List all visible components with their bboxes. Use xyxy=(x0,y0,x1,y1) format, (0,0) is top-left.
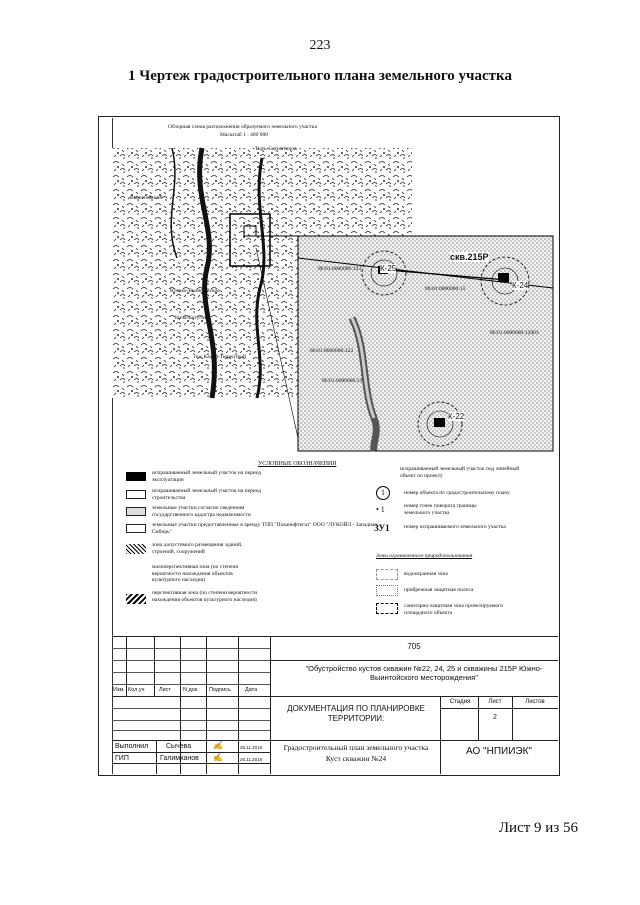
stamp-header: Кол.уч xyxy=(128,687,145,693)
legend-text: зона допустимого размещения зданий, строений, сооружений xyxy=(152,542,243,555)
well-label-k24: К-24 xyxy=(512,281,529,290)
legend-text: водоохранная зона xyxy=(404,571,448,577)
legend-text: испрашиваемый земельный участок на период эксплуатации xyxy=(152,470,262,483)
stamp-sheet-label: Лист xyxy=(488,699,502,705)
stamp-date: 26.11.2016 xyxy=(240,745,263,750)
legend-symbol-point: • 1 xyxy=(376,505,385,514)
stamp-drawing-title: Градостроительный план земельного участка Куст скважин №24 xyxy=(283,743,429,763)
legend-swatch-perspective-zone xyxy=(126,594,146,604)
stamp-company: АО "НПИИЭК" xyxy=(466,746,532,757)
cadastral-label: 86:01:0000000:15 xyxy=(425,286,466,292)
legend-text: земельные участки,согласно сведениям государственного кадастра недвижимости xyxy=(152,505,251,518)
overview-scale: Масштаб 1 : 400 000 xyxy=(220,132,268,138)
legend-text: прибрежная защитная полоса xyxy=(404,587,474,593)
page-title: 1 Чертеж градостроительного плана земельного участка xyxy=(128,68,512,84)
signature-icon: ✍ xyxy=(213,753,223,762)
stamp-stage-label: Стадия xyxy=(449,699,471,705)
stamp-doc-title: ДОКУМЕНТАЦИЯ ПО ПЛАНИРОВКЕ ТЕРРИТОРИИ: xyxy=(287,704,425,723)
place-label: Нача-Котугаты xyxy=(175,315,211,321)
legend-title: УСЛОВНЫЕ ОБОЗНАЧЕНИЯ xyxy=(258,461,337,467)
stamp-project: "Обустройство кустов скважин №22, 24, 25 и скважины 215Р Южно-Выинтойского месторождения" xyxy=(305,664,543,682)
stamp-header: Лист xyxy=(159,687,171,693)
legend-swatch-water xyxy=(376,569,398,580)
legend-text: санитарно-защитная зона проектируемого площадного объекта xyxy=(404,603,503,616)
legend-text: испрашиваемый земельный участок под линейный объект по проекту xyxy=(400,466,520,479)
stamp-role: ГИП xyxy=(115,755,129,762)
stamp-name: Сычева xyxy=(166,743,192,750)
well-label-k22: К-22 xyxy=(448,412,465,421)
overview-title: Обзорная схема расположения образуемого земельного участка xyxy=(168,124,317,130)
stamp-role: Выполнил xyxy=(115,743,149,750)
place-label: Выинтойский xyxy=(130,195,163,201)
signature-icon: ✍ xyxy=(213,741,223,750)
stamp-header: Подпись xyxy=(209,687,231,693)
legend-text: номер испрашиваемого земельного участка xyxy=(404,524,506,530)
legend-text: номер точек поворота границы земельного участка xyxy=(404,503,477,516)
stamp-name: Галимханов xyxy=(160,755,199,762)
cadastral-label: 86:01:0000000:12903 xyxy=(490,330,539,336)
cadastral-label: 86:01:0000000:123 xyxy=(318,266,362,272)
zones-title: Зоны ограниченного природопользования xyxy=(376,553,473,559)
legend-swatch-sanitary xyxy=(376,603,398,614)
legend-text: земельные участки предоставленные в аренду ТПП "Покачифтегаз" ООО "ЛУКОЙЛ - Западная Сибирь" xyxy=(152,522,377,535)
place-label: пос.Кахой-Тюрецтрой xyxy=(194,354,246,360)
legend-text: перспективная зона (по степени вероятности нахождения объектов культурного наследия) xyxy=(152,590,258,603)
legend-swatch-exploitation xyxy=(126,472,146,481)
legend-swatch-allowed-zone xyxy=(126,544,146,554)
legend-symbol-circle: 1 xyxy=(376,486,390,500)
legend-text: испрашиваемый земельный участок на период строительства xyxy=(152,488,262,501)
stamp-header: Дата xyxy=(245,687,258,693)
place-label: Ючнко-Выинтойское xyxy=(170,288,220,294)
sheet-counter: Лист 9 из 56 xyxy=(498,820,578,836)
legend-swatch-lease xyxy=(126,524,146,533)
legend-text: малоперспективная зона (по степени вероятности нахождения объектов культурного наследия) xyxy=(152,564,239,583)
legend-swatch-shore xyxy=(376,585,398,596)
stamp-date: 26.11.2016 xyxy=(240,757,263,762)
page-number: 223 xyxy=(309,38,331,53)
legend-symbol-zu: ЗУ1 xyxy=(374,523,390,533)
stamp-header: Изм. xyxy=(113,687,125,693)
stamp-sheet-value: 2 xyxy=(493,714,497,721)
stamp-header: N док xyxy=(183,687,198,693)
stamp-sheets-label: Листов xyxy=(525,699,545,705)
place-label: Тыть-Сатимтопов xyxy=(255,146,297,152)
stamp-code: 705 xyxy=(407,642,421,651)
cadastral-label: 86:01:0000000:23 xyxy=(322,378,363,384)
cadastral-label: 86:01:0000000:122 xyxy=(310,348,354,354)
well-label-215r: скв.215Р xyxy=(450,252,489,262)
legend-swatch-cadastre xyxy=(126,507,146,516)
legend-text: номер объекта по градостроительному плану xyxy=(404,490,510,496)
well-label-k25: К-25 xyxy=(380,264,397,273)
legend-swatch-construction xyxy=(126,490,146,499)
